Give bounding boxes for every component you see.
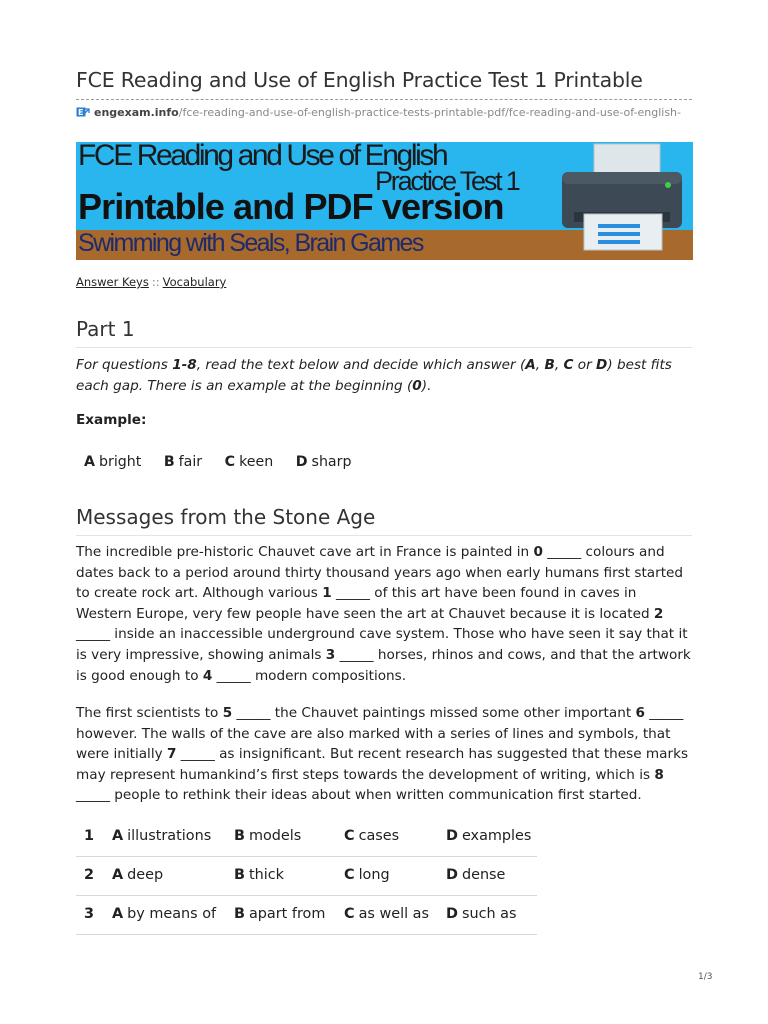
banner-headline: Printable and PDF version (78, 186, 504, 227)
svg-text:E: E (78, 108, 84, 117)
question-number: 3 (84, 906, 95, 922)
option-c: C cases (344, 828, 400, 844)
option-a: A illustrations (112, 828, 212, 844)
banner-subtitle: Practice Test 1 (375, 166, 519, 196)
printer-icon (560, 142, 685, 260)
category-links (76, 275, 226, 289)
text-paragraph-1: The incredible pre-historic Chauvet cave art in France is painted in 0 _____ colours and dates back to a period around thirty thousand years ago when early humans first started to create rock art. Although various 1 _____ of this art have been found in caves in Western Europe, very few people have seen the art at Chauvet because it is located 2 _____ inside an inaccessible underground cave system. Those who have seen it say that it is very impressive, showing animals 3 _____ horses, rhinos and cows, and that the artwork is good enough to 4 _____ modern compositions. (76, 544, 691, 684)
banner-image (76, 142, 693, 260)
vocabulary-link[interactable]: Vocabulary (162, 275, 227, 289)
text-paragraph-2: The first scientists to 5 _____ the Chauvet paintings missed some other important 6 _____ however. The walls of the cave are also marked with a series of lines and symbols, that were initially 7 _____ as insignificant. But recent research has suggested that these marks may represent humankind’s first steps towards the development of writing, which is 8 _____ people to rethink their ideas about when written communication first started. (76, 705, 689, 804)
example-option-a: A bright (84, 454, 142, 470)
option-b: B models (234, 828, 302, 844)
option-d: D examples (446, 828, 532, 844)
question-number: 1 (84, 828, 95, 844)
option-c: C long (344, 867, 390, 883)
page-number: 1/3 (698, 972, 713, 982)
answer-options-table (76, 818, 537, 935)
title-divider (76, 99, 692, 100)
option-a: A deep (112, 867, 164, 883)
option-c: C as well as (344, 906, 429, 922)
option-b: B apart from (234, 906, 326, 922)
banner-tagline: Swimming with Seals, Brain Games (78, 229, 423, 257)
table-row (76, 818, 537, 857)
source-domain: engexam.info (94, 106, 179, 119)
example-option-b: B fair (163, 454, 203, 470)
option-b: B thick (234, 867, 284, 883)
answer-keys-link[interactable]: Answer Keys (76, 275, 149, 289)
banner-title: FCE Reading and Use of English (78, 142, 447, 172)
option-d: D dense (446, 867, 506, 883)
option-a: A by means of (112, 906, 217, 922)
question-number: 2 (84, 867, 95, 883)
example-options (84, 454, 369, 470)
source-path: /fce-reading-and-use-of-english-practice-tests-printable-pdf/fce-reading-and-use-of-english- (178, 106, 682, 119)
page-title: FCE Reading and Use of English Practice Test 1 Printable (76, 68, 643, 92)
link-separator: :: (151, 275, 160, 289)
text-heading: Messages from the Stone Age (76, 505, 692, 536)
source-url[interactable] (76, 106, 692, 121)
example-label: Example: (76, 412, 147, 428)
example-option-c: C keen (224, 454, 274, 470)
part-heading: Part 1 (76, 317, 692, 348)
example-option-d: D sharp (295, 454, 352, 470)
option-d: D such as (446, 906, 517, 922)
instructions: For questions 1-8, read the text below and decide which answer (A, B, C or D) best fits each gap. There is an example at the beginning (0). (76, 357, 672, 394)
table-row (76, 896, 537, 935)
table-row (76, 857, 537, 896)
external-link-icon (76, 107, 90, 121)
